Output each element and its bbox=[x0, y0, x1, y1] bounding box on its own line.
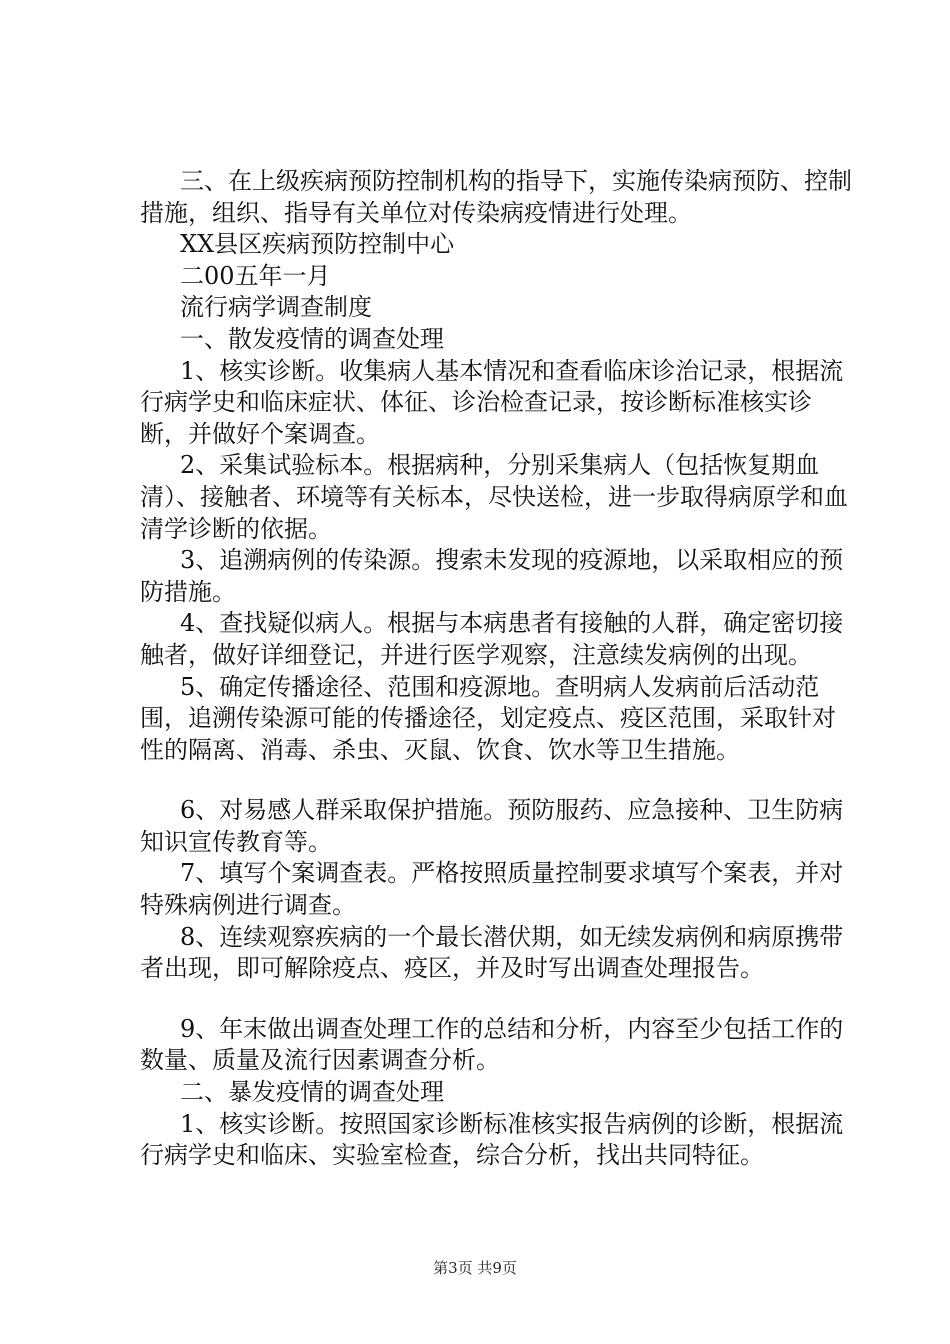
list-item: 6、对易感人群采取保护措施。预防服药、应急接种、卫生防病知识宣传教育等。 bbox=[140, 796, 844, 856]
list-item: 1、核实诊断。按照国家诊断标准核实报告病例的诊断，根据流行病学史和临床、实验室检查，综合分析，找出共同特征。 bbox=[140, 1109, 844, 1170]
list-item: 3、追溯病例的传染源。搜索未发现的疫源地，以采取相应的预防措施。 bbox=[140, 546, 844, 606]
list-item: 9、年末做出调查处理工作的总结和分析，内容至少包括工作的数量、质量及流行因素调查分析。 bbox=[140, 1014, 844, 1075]
paragraph-organization-name: XX县区疾病预防控制中心 bbox=[180, 230, 455, 259]
list-item: 7、填写个案调查表。严格按照质量控制要求填写个案表，并对特殊病例进行调查。 bbox=[140, 859, 844, 920]
list-item: 1、核实诊断。收集病人基本情况和查看临床诊治记录，根据流行病学史和临床症状、体征、诊治检查记录，按诊断标准核实诊断，并做好个案调查。 bbox=[140, 356, 844, 448]
list-item: 8、连续观察疾病的一个最长潜伏期，如无续发病例和病原携带者出现，即可解除疫点、疫区，并及时写出调查处理报告。 bbox=[140, 922, 844, 983]
list-item: 5、确定传播途径、范围和疫源地。查明病人发病前后活动范围，追溯传染源可能的传播途径，划定疫点、疫区范围，采取针对性的隔离、消毒、杀虫、灭鼠、饮食、饮水等卫生措施。 bbox=[140, 672, 836, 764]
paragraph-prevention-measures: 三、在上级疾病预防控制机构的指导下，实施传染病预防、控制措施，组织、指导有关单位对传染病疫情进行处理。 bbox=[140, 167, 852, 227]
subsection-heading-sporadic: 一、散发疫情的调查处理 bbox=[180, 324, 444, 353]
list-item: 4、查找疑似病人。根据与本病患者有接触的人群，确定密切接触者，做好详细登记，并进行医学观察，注意续发病例的出现。 bbox=[140, 609, 844, 669]
section-title: 流行病学调查制度 bbox=[180, 293, 372, 322]
list-item: 2、采集试验标本。根据病种，分别采集病人（包括恢复期血清）、接触者、环境等有关标本，尽快送检，进一步取得病原学和血清学诊断的依据。 bbox=[140, 451, 848, 543]
paragraph-date: 二00五年一月 bbox=[180, 261, 331, 290]
page-number-footer: 第3页 共9页 bbox=[433, 1259, 517, 1277]
subsection-heading-outbreak: 二、暴发疫情的调查处理 bbox=[180, 1078, 444, 1107]
document-body bbox=[140, 166, 852, 1172]
